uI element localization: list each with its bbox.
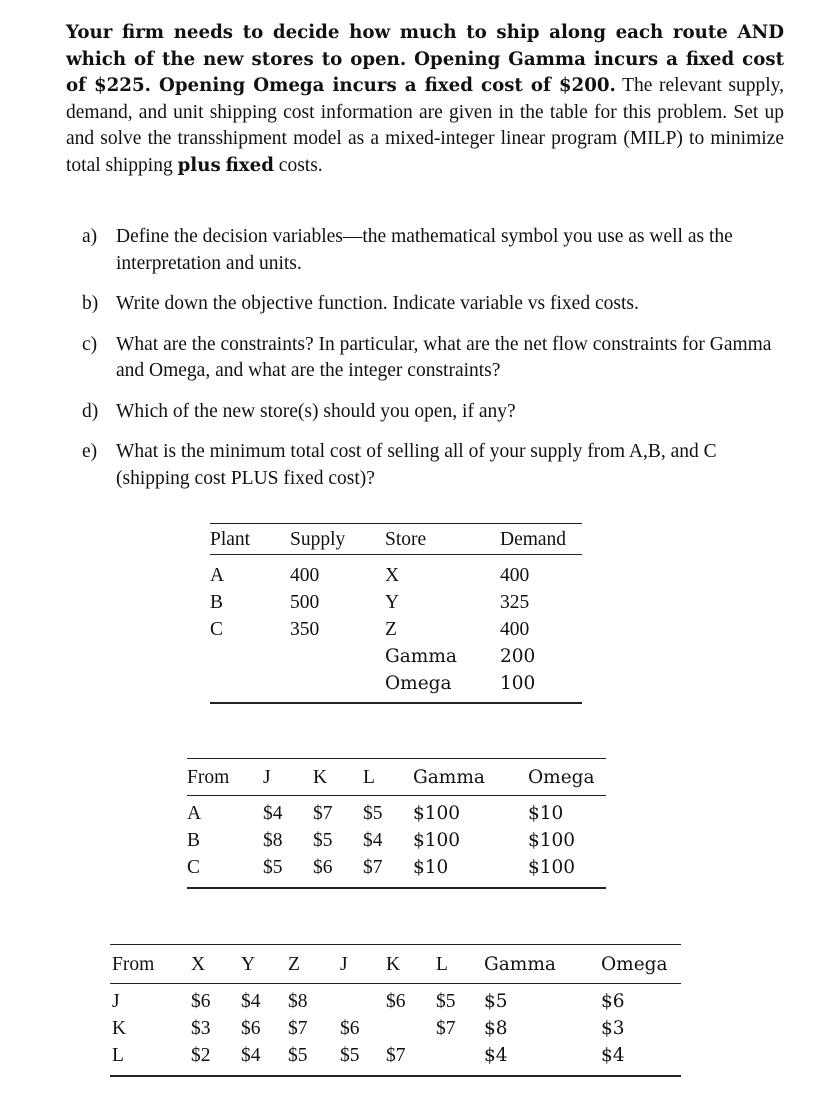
- table1-top-rule: [210, 523, 582, 524]
- question-a: a) Define the decision variables—the mathematical symbol you use as well as the interpretation and units.: [82, 226, 733, 274]
- question-c: c) What are the constraints? In particular, what are the net flow constraints for Gamma and Omega, and what are the integer constraints?: [82, 333, 772, 381]
- question-list: [82, 224, 784, 506]
- intro-end: costs.: [278, 154, 323, 176]
- table2-mid-rule: [187, 795, 606, 796]
- table-row: K $3 $6 $7 $6 $7 $8 $3: [112, 1017, 625, 1039]
- table-row: B 500 Y 325: [210, 591, 530, 613]
- table1-mid-rule: [210, 554, 582, 555]
- table-row: J $6 $4 $8 $6 $5 $5 $6: [112, 990, 625, 1012]
- supply-demand-table: [210, 526, 582, 697]
- table3-bottom-rule: [110, 1075, 681, 1077]
- table1-header: Supply: [290, 528, 346, 550]
- question-d: d) Which of the new store(s) should you open, if any?: [82, 400, 516, 422]
- intro-fixed: fixed: [225, 154, 274, 176]
- table3-top-rule: [110, 944, 681, 945]
- problem-statement: [66, 20, 784, 179]
- table3-mid-rule: [110, 983, 681, 984]
- table-row: A $4 $7 $5 $100 $10: [187, 802, 564, 824]
- table2-bottom-rule: [187, 887, 606, 889]
- table1-bottom-rule: [210, 702, 582, 704]
- table3-header-row: From X Y Z J K L Gamma Omega: [112, 953, 668, 975]
- transshipment-cost-table: [112, 950, 681, 1069]
- table-row: B $8 $5 $4 $100 $100: [187, 829, 576, 851]
- intro-normal-text: The relevant supply, demand, and unit shipping cost information are given in the table for this problem. Set up and solve the transshipment model as a mixed-integer linear program (MILP) to minimize total shipping: [66, 75, 784, 176]
- question-e: e) What is the minimum total cost of selling all of your supply from A,B, and C (shipping cost PLUS fixed cost)?: [82, 441, 717, 489]
- intro-bold-text: Your firm needs to decide how much to ship along each route AND which of the new stores to open. Opening Gamma incurs a fixed cost of $225. Opening Omega incurs a fixed cost of $200.: [66, 22, 784, 96]
- table1-header: Plant: [210, 528, 251, 550]
- table-row: C $5 $6 $7 $10 $100: [187, 856, 576, 878]
- table-row: C 350 Z 400: [210, 618, 530, 640]
- table1-header: Store: [385, 528, 427, 550]
- intro-plus: plus: [177, 154, 221, 176]
- table-row: A 400 X 400: [210, 564, 530, 586]
- table2-top-rule: [187, 758, 606, 759]
- table-row: L $2 $4 $5 $5 $7 $4 $4: [112, 1044, 625, 1066]
- table-row: Omega 100: [385, 673, 536, 694]
- plant-shipping-cost-table: [187, 763, 606, 881]
- table1-header-row: [210, 526, 582, 553]
- question-b: b) Write down the objective function. Indicate variable vs fixed costs.: [82, 293, 639, 314]
- table2-header-row: From J K L Gamma Omega: [187, 766, 595, 788]
- table1-header: Demand: [500, 528, 567, 550]
- table-row: Gamma 200: [385, 646, 536, 667]
